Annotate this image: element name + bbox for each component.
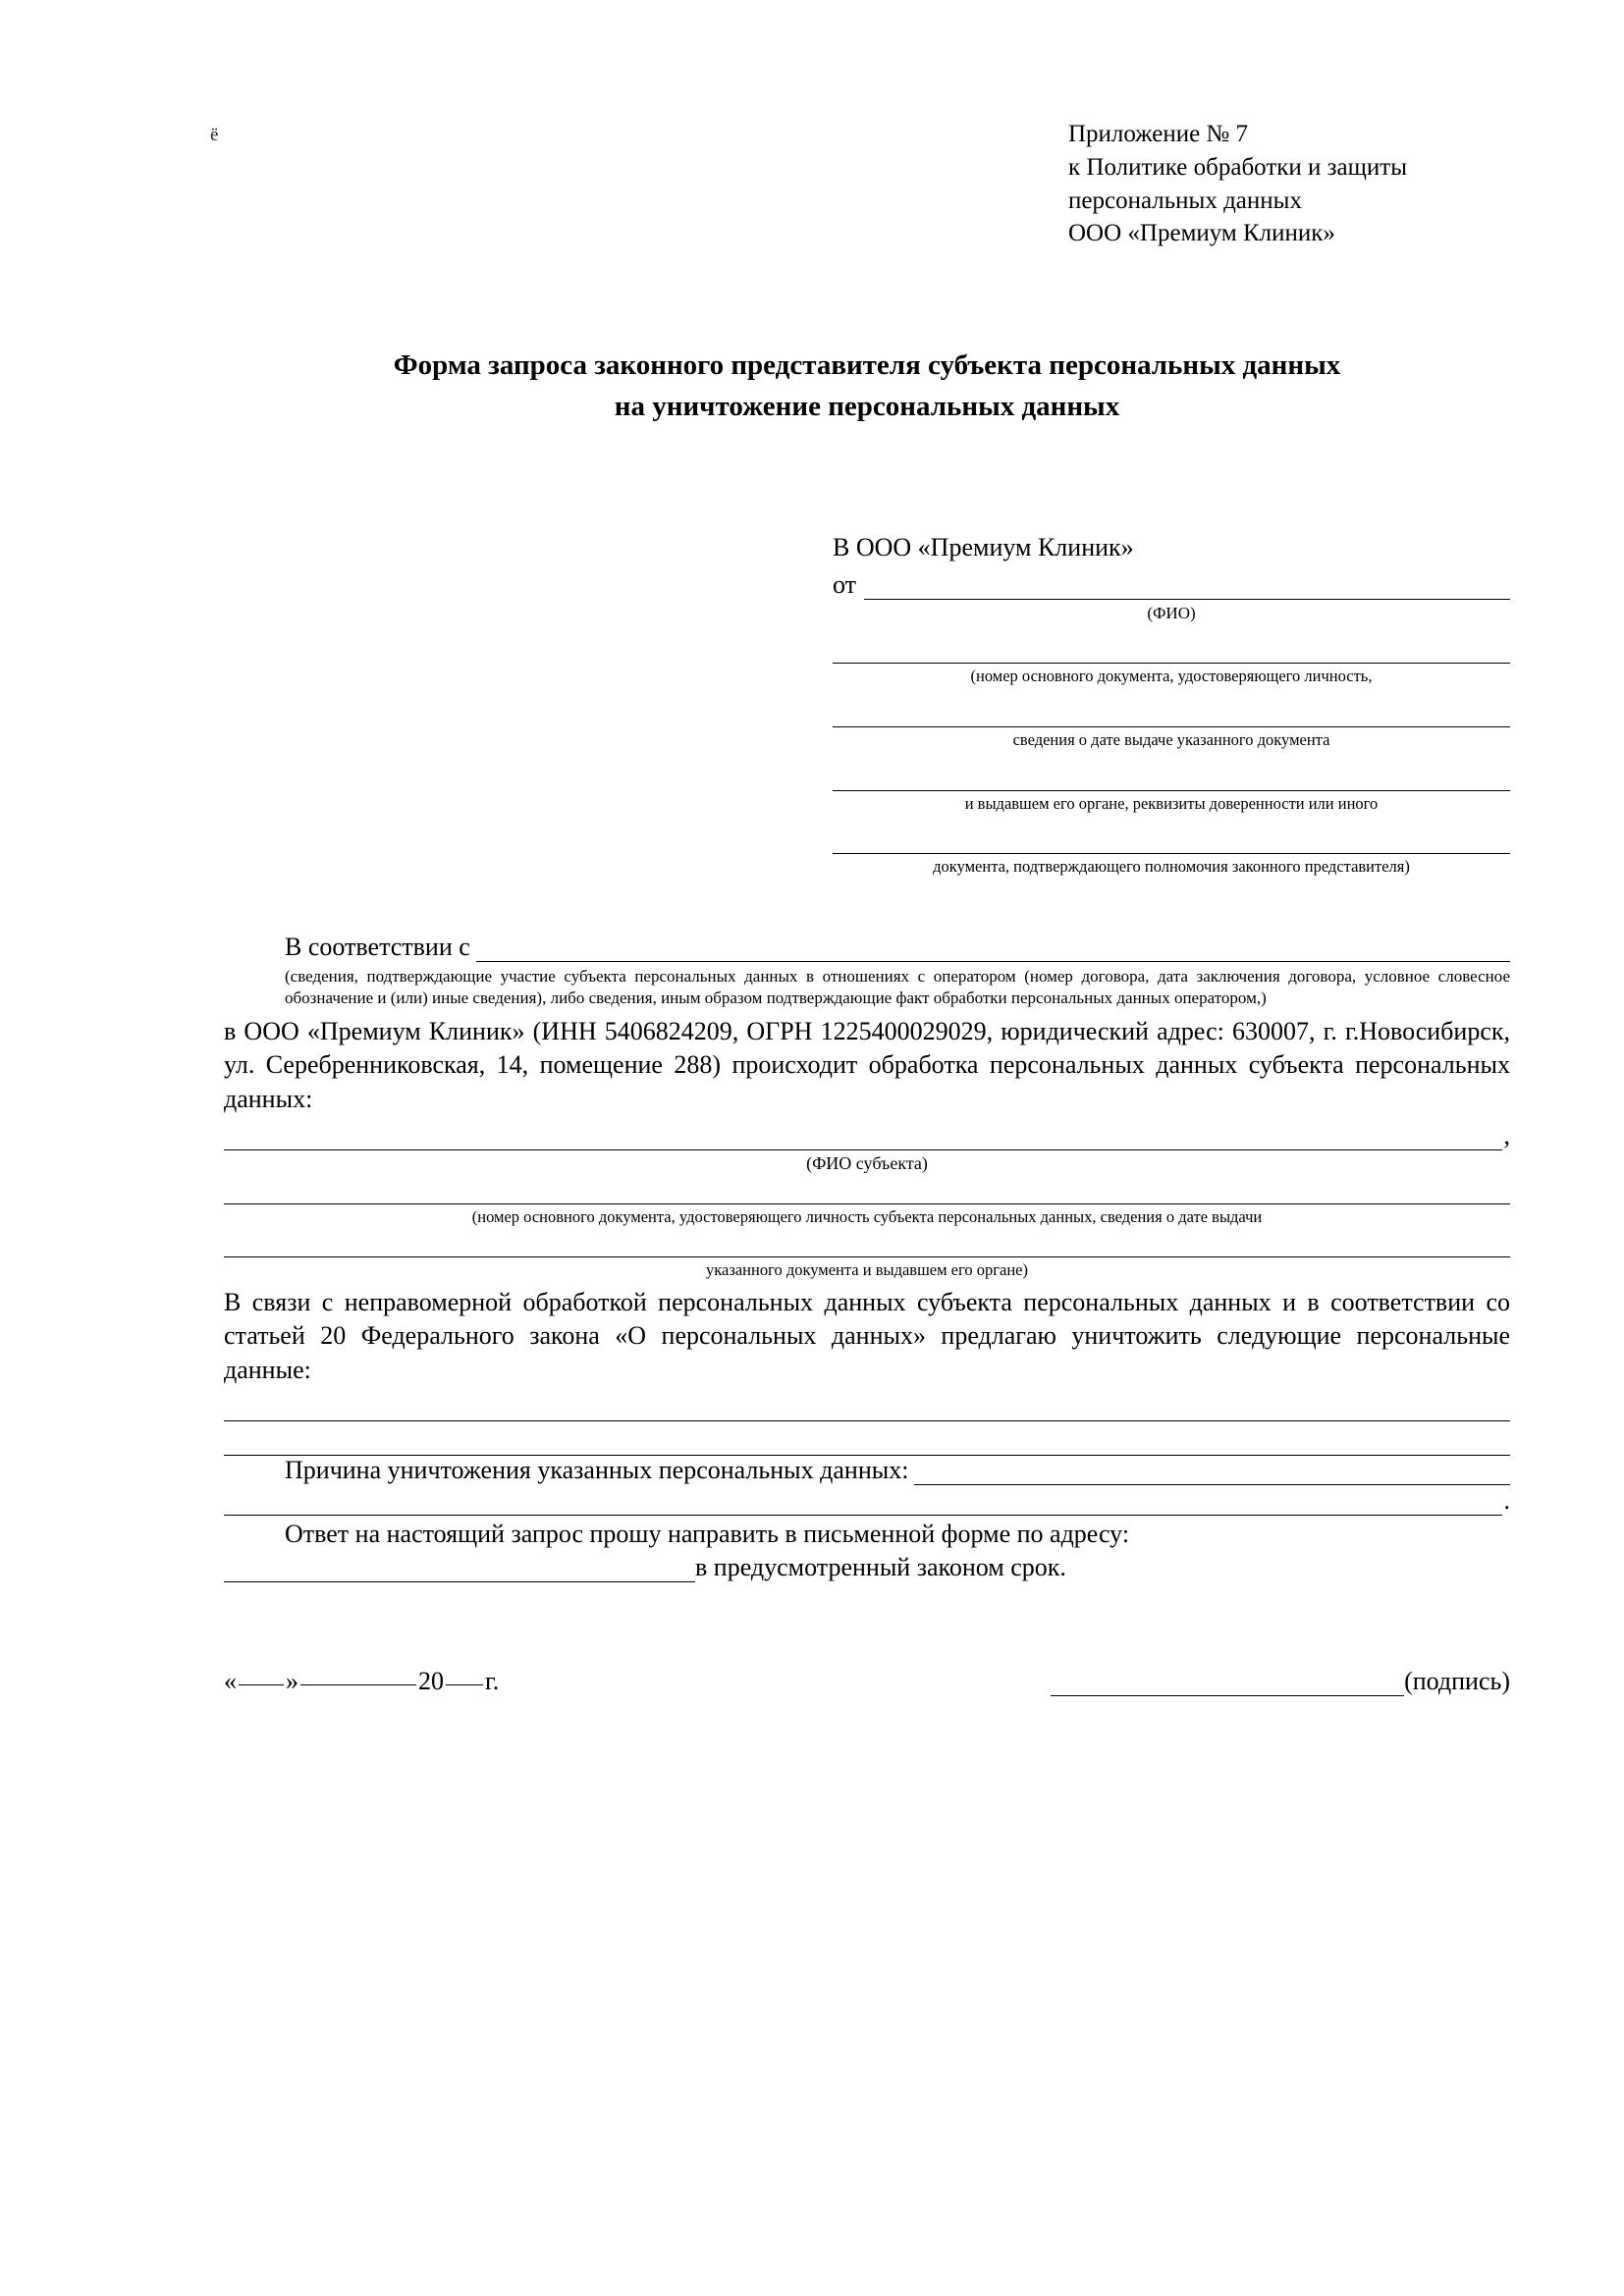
header-line-4: ООО «Премиум Клиник»	[1068, 220, 1335, 247]
answer-address-tail: в предусмотренный законом срок.	[695, 1553, 1066, 1582]
caption-subject-doc: (номер основного документа, удостоверяющего личность субъекта персональных данных, сведения о дате выдачи	[471, 1206, 1263, 1226]
document-title-line-1: Форма запроса законного представителя субъекта персональных данных	[393, 349, 1341, 381]
date-field[interactable]	[224, 1667, 499, 1696]
from-label: от	[833, 570, 857, 600]
document-title-line-2: на уничтожение персональных данных	[614, 391, 1120, 423]
reason-field-1[interactable]	[914, 1459, 1510, 1485]
operator-paragraph: в ООО «Премиум Клиник» (ИНН 5406824209, ОГРН 1225400029029, юридический адрес: 630007, г. г.Новосибирск, ул. Серебренниковская, 14, помещение 288) происходит обработка персональных данных субъекта персональных данных:	[224, 1017, 1510, 1113]
body-area	[224, 933, 1510, 1696]
subject-fio-comma: ,	[1503, 1120, 1510, 1149]
document-content	[224, 118, 1510, 1696]
reason-label: Причина уничтожения указанных персональных данных:	[285, 1455, 909, 1484]
reason-row-2	[224, 1485, 1510, 1516]
header-line-3: персональных данных	[1068, 187, 1302, 214]
answer-address-field[interactable]	[224, 1556, 695, 1582]
subject-doc-field[interactable]	[224, 1174, 1510, 1204]
date-quote-close: »	[286, 1667, 298, 1696]
data-to-destroy-field-1[interactable]	[224, 1387, 1510, 1421]
answer-address-row	[224, 1553, 1510, 1582]
signature-field[interactable]	[1051, 1670, 1404, 1696]
stray-mark-glyph: ё	[210, 125, 219, 145]
date-suffix: г.	[485, 1667, 500, 1696]
header-line-2: к Политике обработки и защиты	[1068, 153, 1408, 181]
date-year-blank[interactable]	[446, 1684, 483, 1685]
signature-row	[224, 1667, 1510, 1696]
caption-doc-authority: документа, подтверждающего полномочия законного представителя)	[933, 857, 1410, 877]
fineprint-note	[224, 966, 1510, 1009]
data-to-destroy-field-2[interactable]	[224, 1421, 1510, 1456]
caption-subject-doc-organ: указанного документа и выдавшем его органе)	[706, 1259, 1028, 1279]
caption-doc-number: (номер основного документа, удостоверяющего личность,	[970, 667, 1373, 686]
header-block	[1068, 118, 1510, 250]
request-paragraph: В связи с неправомерной обработкой персональных данных субъекта персональных данных и в соответствии со статьей 20 Федерального закона «О персональных данных» предлагаю уничтожить следующие персональные данные:	[224, 1287, 1510, 1384]
subject-doc-organ-field[interactable]	[224, 1227, 1510, 1257]
date-month-blank[interactable]	[300, 1684, 416, 1685]
rep-doc-authority-field[interactable]	[833, 824, 1510, 854]
signature-caption: (подпись)	[1404, 1667, 1510, 1696]
caption-doc-date: сведения о дате выдаче указанного документа	[1012, 729, 1330, 749]
subject-fio-row	[224, 1116, 1510, 1150]
rep-doc-date-field[interactable]	[833, 697, 1510, 727]
date-day-blank[interactable]	[239, 1684, 284, 1685]
answer-paragraph	[224, 1518, 1510, 1551]
date-quote-open: «	[224, 1667, 237, 1696]
document-title	[224, 345, 1510, 427]
in-accordance-label: В соответствии с	[285, 932, 470, 961]
caption-doc-organ: и выдавшем его органе, реквизиты доверенности или иного	[964, 793, 1379, 813]
header-line-1: Приложение № 7	[1068, 121, 1249, 147]
rep-doc-organ-field[interactable]	[833, 761, 1510, 791]
caption-subject-fio: (ФИО субъекта)	[806, 1152, 928, 1173]
date-year: 20	[418, 1667, 444, 1696]
subject-fio-field[interactable]	[224, 1116, 1502, 1150]
reason-row	[224, 1456, 1510, 1485]
from-name-field[interactable]	[864, 573, 1510, 600]
reason-period: .	[1503, 1485, 1510, 1515]
reason-field-2[interactable]	[224, 1485, 1502, 1516]
in-accordance-field[interactable]	[476, 935, 1510, 962]
in-accordance-row	[224, 933, 1510, 962]
fineprint-text: (сведения, подтверждающие участие субъекта персональных данных в отношениях с оператором (номер договора, дата заключения договора, условное словесное обозначение и (или) иные сведения), либо сведения, иным образом подтверждающие факт обработки персональных данных оператором,)	[285, 966, 1510, 1007]
answer-paragraph-text: Ответ на настоящий запрос прошу направить в письменной форме по адресу:	[285, 1519, 1130, 1548]
addressee-block	[833, 533, 1510, 878]
rep-doc-number-field[interactable]	[833, 633, 1510, 664]
addressee-organization: В ООО «Премиум Клиник»	[833, 533, 1134, 562]
caption-fio: (ФИО)	[1147, 604, 1196, 623]
from-row	[833, 570, 1510, 600]
